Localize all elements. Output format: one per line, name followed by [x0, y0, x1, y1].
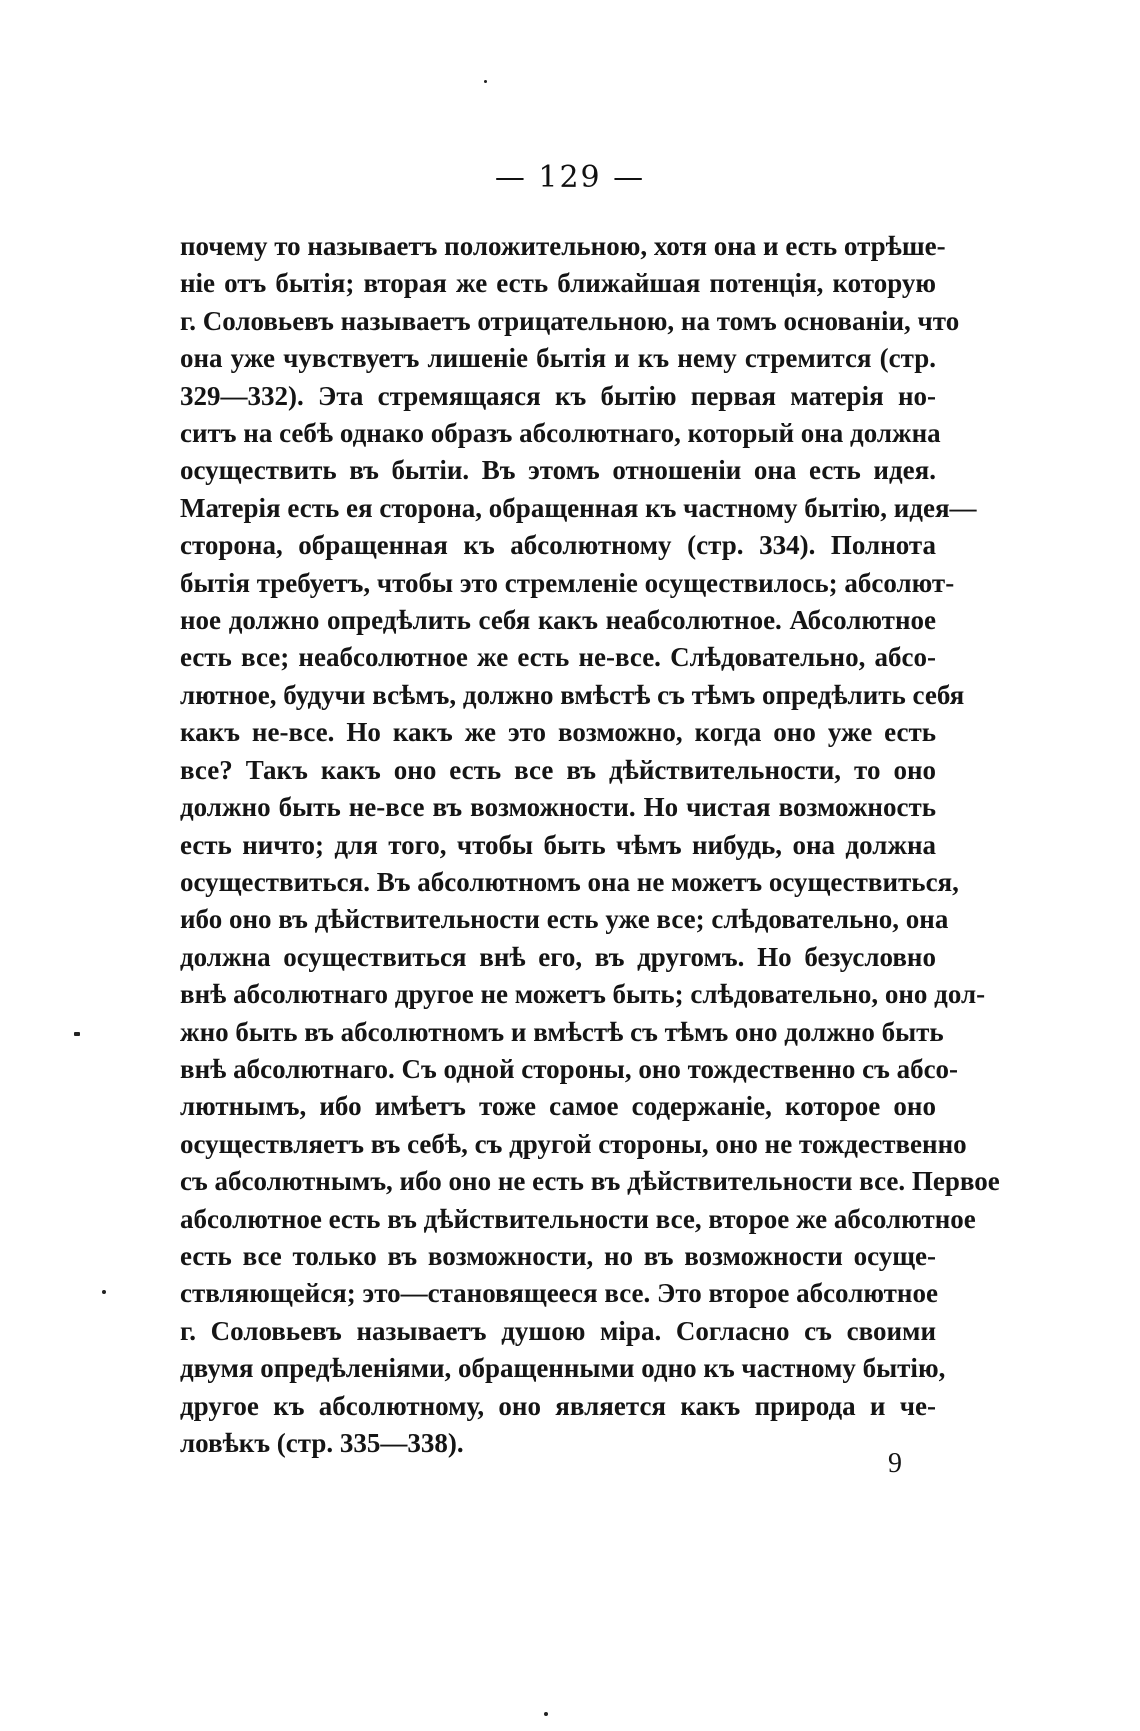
page-number: — 129 — [494, 160, 646, 195]
text-line: должна осуществиться внѣ его, въ другомъ. Но безусловно [180, 941, 936, 972]
text-line: ное должно опредѣлить себя какъ неабсолютное. Абсолютное [180, 605, 936, 636]
text-line: другое къ абсолютному, оно является какъ природа и че- [180, 1390, 936, 1421]
text-line: лютнымъ, ибо имѣетъ тоже самое содержаніе, которое оно [180, 1091, 936, 1122]
scan-speck [544, 1712, 548, 1716]
text-line: ситъ на себѣ однако образъ абсолютнаго, который она должна [180, 418, 941, 449]
body-text [180, 228, 1000, 1462]
text-line: какъ не-все. Но какъ же это возможно, когда оно уже есть [180, 717, 936, 748]
text-line: бытія требуетъ, чтобы это стремленіе осуществилось; абсолют- [180, 567, 955, 598]
text-line: 329—332). Эта стремящаяся къ бытію первая матерія но- [180, 380, 936, 411]
text-line: лютное, будучи всѣмъ, должно вмѣстѣ съ тѣмъ опредѣлить себя [180, 679, 965, 710]
text-line: почему то называетъ положительною, хотя она и есть отрѣше- [180, 231, 946, 261]
text-line: она уже чувствуетъ лишеніе бытія и къ нему стремится (стр. [180, 343, 936, 374]
text-line: абсолютное есть въ дѣйствительности все, второе же абсолютное [180, 1203, 976, 1234]
text-line: жно быть въ абсолютномъ и вмѣстѣ съ тѣмъ оно должно быть [180, 1016, 944, 1047]
text-line: ствляющейся; это—становящееся все. Это второе абсолютное [180, 1278, 938, 1309]
text-line: есть все только въ возможности, но въ возможности осуще- [180, 1240, 936, 1271]
text-line: есть ничто; для того, чтобы быть чѣмъ нибудь, она должна [180, 829, 936, 860]
text-line: ибо оно въ дѣйствительности есть уже все; слѣдовательно, она [180, 904, 949, 935]
scan-speck [102, 1290, 106, 1294]
text-line: съ абсолютнымъ, ибо оно не есть въ дѣйствительности все. Первое [180, 1166, 1000, 1197]
text-line: г. Соловьевъ называетъ душою міра. Согласно съ своими [180, 1315, 936, 1346]
text-line: осуществить въ бытіи. Въ этомъ отношеніи она есть идея. [180, 455, 936, 486]
text-line: сторона, обращенная къ абсолютному (стр. 334). Полнота [180, 530, 936, 561]
text-line: осуществляетъ въ себѣ, съ другой стороны, оно не тождественно [180, 1128, 967, 1159]
text-line: все? Такъ какъ оно есть все въ дѣйствительности, то оно [180, 754, 936, 785]
scan-speck [484, 80, 487, 83]
text-line: внѣ абсолютнаго другое не можетъ быть; слѣдовательно, оно дол- [180, 979, 986, 1010]
text-line: ніе отъ бытія; вторая же есть ближайшая потенція, которую [180, 268, 936, 299]
text-line: г. Соловьевъ называетъ отрицательною, на томъ основаніи, что [180, 305, 960, 336]
text-line: Матерія есть ея сторона, обращенная къ частному бытію, идея— [180, 492, 977, 523]
text-line: двумя опредѣленіями, обращенными одно къ частному бытію, [180, 1353, 946, 1384]
text-line: должно быть не-все въ возможности. Но чистая возможность [180, 792, 936, 823]
scan-speck [74, 1032, 80, 1036]
text-line: ловѣкъ (стр. 335—338). [180, 1428, 464, 1458]
text-line: есть все; неабсолютное же есть не-все. Слѣдовательно, абсо- [180, 642, 936, 673]
text-line: осуществиться. Въ абсолютномъ она не можетъ осуществиться, [180, 866, 959, 897]
text-line: внѣ абсолютнаго. Съ одной стороны, оно тождественно съ абсо- [180, 1053, 959, 1084]
signature-mark: 9 [888, 1448, 902, 1479]
